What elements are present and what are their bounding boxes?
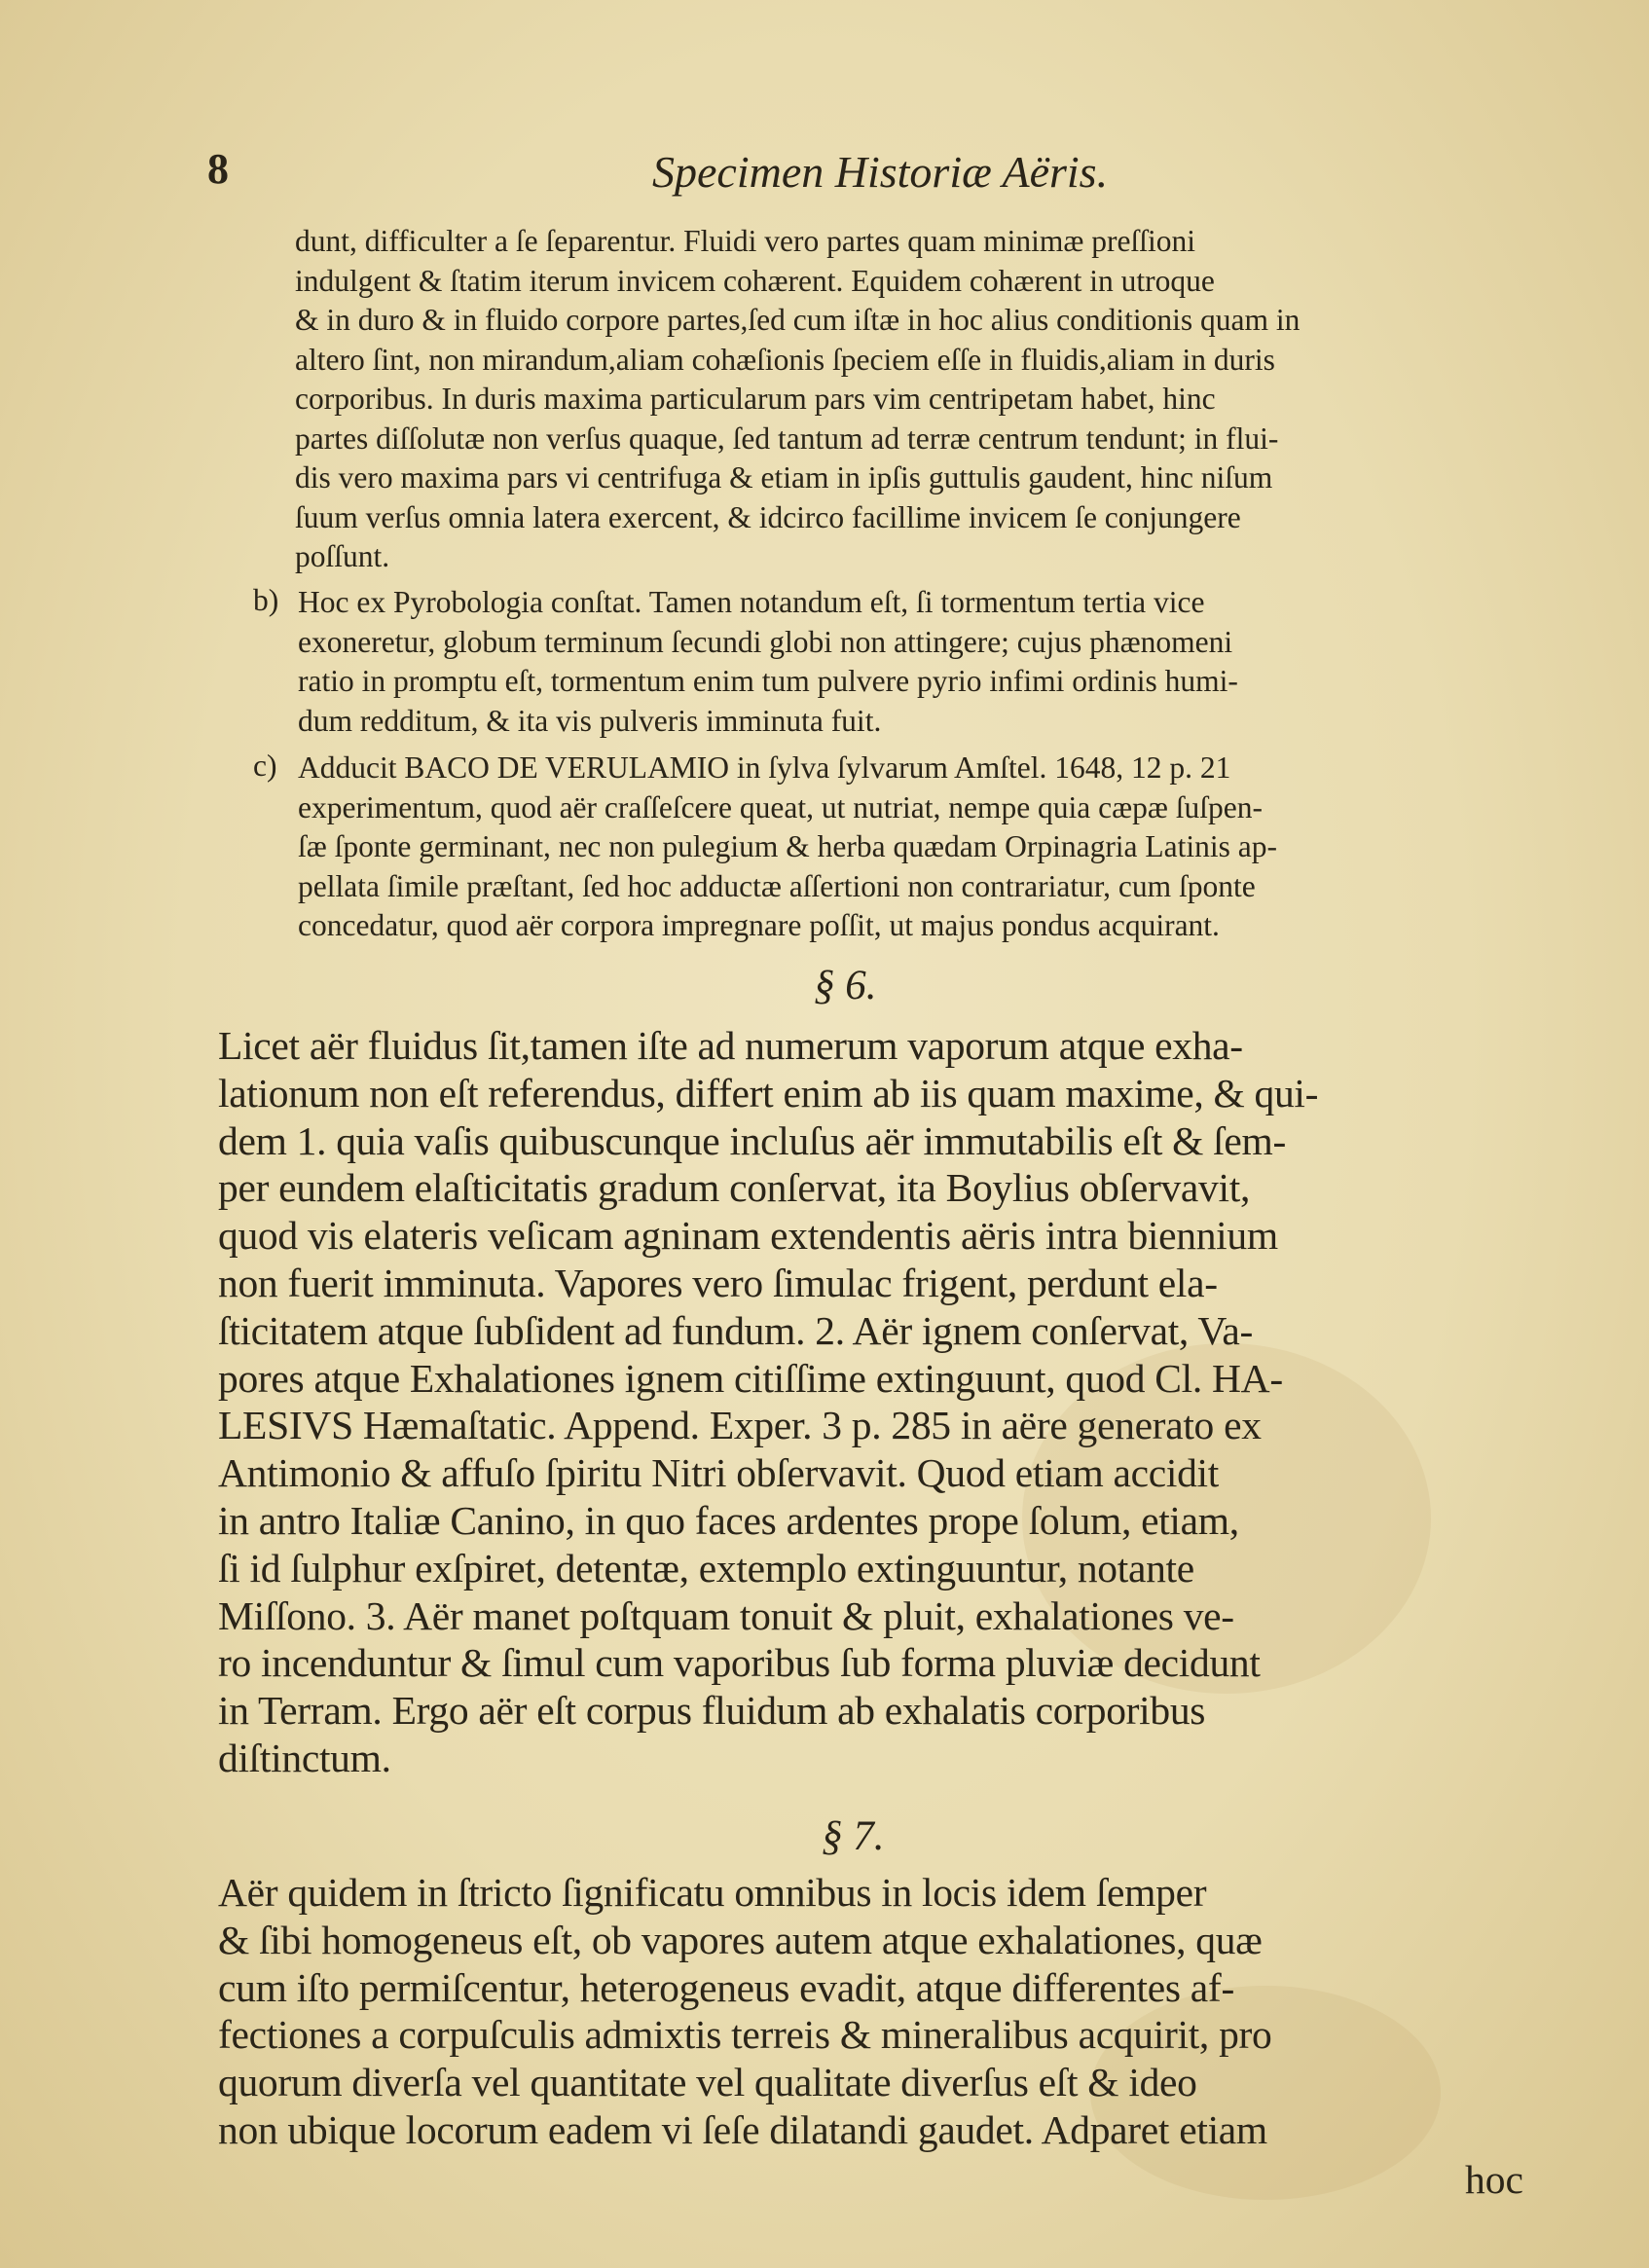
text-line: ſi id ſulphur exſpiret, detentæ, extemplo extinguuntur, notante xyxy=(218,1545,1194,1591)
text-line: fectiones a corpuſculis admixtis terreis & mineralibus acquirit, pro xyxy=(218,2012,1272,2058)
section-7-paragraph xyxy=(218,1869,1272,2154)
footnote-line: & in duro & in fluido corpore partes,ſed cum iſtæ in hoc alius conditionis quam in xyxy=(295,303,1301,337)
footnote-line: dunt, difficulter a ſe ſeparentur. Fluidi vero partes quam minimæ preſſioni xyxy=(295,224,1195,258)
text-line: Miſſono. 3. Aër manet poſtquam tonuit & pluit, exhalationes ve- xyxy=(218,1592,1234,1638)
text-line: Antimonio & affuſo ſpiritu Nitri obſervavit. Quod etiam accidit xyxy=(218,1450,1220,1496)
text-line: Aër quidem in ſtricto ſignificatu omnibus in locis idem ſemper xyxy=(218,1870,1207,1915)
footnote-b xyxy=(298,583,1238,741)
footnote-continuation xyxy=(295,222,1300,577)
catchword: hoc xyxy=(1465,2157,1523,2202)
text-line: in Terram. Ergo aër eſt corpus fluidum ab exhalatis corporibus xyxy=(218,1688,1206,1734)
section-6-paragraph xyxy=(218,1022,1318,1782)
footnote-b-label: b) xyxy=(253,583,279,617)
text-line: cum iſto permiſcentur, heterogeneus evadit, atque differentes af- xyxy=(218,1964,1234,2010)
text-line: ſticitatem atque ſubſident ad fundum. 2. Aër ignem conſervat, Va- xyxy=(218,1307,1254,1353)
text-line: non fuerit imminuta. Vapores vero ſimulac frigent, perdunt ela- xyxy=(218,1260,1218,1305)
footnote-line: dis vero maxima pars vi centrifuga & etiam in ipſis guttulis gaudent, hinc niſum xyxy=(295,460,1273,494)
footnote-c xyxy=(298,749,1277,946)
text-line: dem 1. quia vaſis quibuscunque incluſus aër immutabilis eſt & ſem- xyxy=(218,1117,1287,1163)
text-line: in antro Italiæ Canino, in quo faces ardentes prope ſolum, etiam, xyxy=(218,1497,1239,1543)
text-line: diſtinctum. xyxy=(218,1735,391,1780)
text-line: quod vis elateris veſicam agninam extendentis aëris intra biennium xyxy=(218,1213,1278,1259)
footnote-line: dum redditum, & ita vis pulveris imminuta fuit. xyxy=(298,703,882,738)
footnote-line: corporibus. In duris maxima particularum pars vim centripetam habet, hinc xyxy=(295,382,1216,416)
text-line: Licet aër fluidus ſit,tamen iſte ad numerum vaporum atque exha- xyxy=(218,1023,1243,1068)
footnote-line: ſæ ſponte germinant, nec non pulegium & herba quædam Orpinagria Latinis ap- xyxy=(298,829,1278,863)
text-line: lationum non eſt referendus, differt enim ab iis quam maxime, & qui- xyxy=(218,1070,1319,1116)
footnote-line: poſſunt. xyxy=(295,539,390,573)
footnote-line: ſuum verſus omnia latera exercent, & idcirco facillime invicem ſe conjungere xyxy=(295,499,1241,534)
footnote-line: exoneretur, globum terminum ſecundi globi non attingere; cujus phænomeni xyxy=(298,624,1233,659)
text-line: LESIVS Hæmaſtatic. Append. Exper. 3 p. 285 in aëre generato ex xyxy=(218,1403,1262,1448)
text-line: non ubique locorum eadem vi ſeſe dilatandi gaudet. Adparet etiam xyxy=(218,2106,1267,2152)
running-title: Specimen Historiæ Aëris. xyxy=(652,147,1109,197)
footnote-line: Hoc ex Pyrobologia conſtat. Tamen notandum eſt, ſi tormentum tertia vice xyxy=(298,585,1205,619)
footnote-line: Adducit BACO DE VERULAMIO in ſylva ſylvarum Amſtel. 1648, 12 p. 21 xyxy=(298,750,1231,785)
footnote-line: indulgent & ſtatim iterum invicem cohærent. Equidem cohærent in utroque xyxy=(295,263,1215,298)
footnote-line: altero ſint, non mirandum,aliam cohæſionis ſpeciem eſſe in fluidis,aliam in duris xyxy=(295,342,1275,377)
footnote-line: experimentum, quod aër craſſeſcere queat, ut nutriat, nempe quia cæpæ ſuſpen- xyxy=(298,789,1264,824)
section-heading: § 7. xyxy=(822,1813,885,1859)
text-line: quorum diverſa vel quantitate vel qualitate diverſus eſt & ideo xyxy=(218,2060,1197,2105)
footnote-line: partes diſſolutæ non verſus quaque, ſed tantum ad terræ centrum tendunt; in flui- xyxy=(295,421,1279,456)
footnote-line: pellata ſimile præſtant, ſed hoc adductæ aſſertioni non contrariatur, cum ſponte xyxy=(298,868,1256,903)
section-heading: § 6. xyxy=(814,963,877,1008)
text-line: & ſibi homogeneus eſt, ob vapores autem atque exhalationes, quæ xyxy=(218,1917,1263,1962)
footnote-line: ratio in promptu eſt, tormentum enim tum pulvere pyrio infimi ordinis humi- xyxy=(298,664,1238,698)
text-line: pores atque Exhalationes ignem citiſſime extinguunt, quod Cl. HA- xyxy=(218,1355,1283,1401)
footnote-c-label: c) xyxy=(253,749,277,783)
text-line: per eundem elaſticitatis gradum conſervat, ita Boylius obſervavit, xyxy=(218,1165,1251,1211)
text-line: ro incenduntur & ſimul cum vaporibus ſub forma pluviæ decidunt xyxy=(218,1640,1261,1686)
footnote-line: concedatur, quod aër corpora impregnare poſſit, ut majus pondus acquirant. xyxy=(298,908,1220,942)
page-number: 8 xyxy=(207,145,229,193)
